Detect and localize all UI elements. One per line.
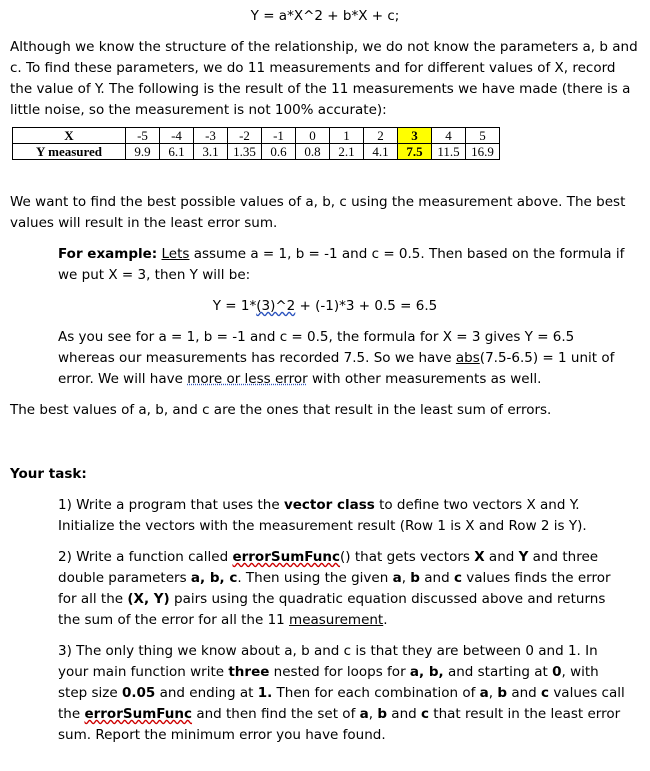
x-cell: -3 [194,128,228,144]
task-1 [58,495,626,537]
example-text: assume a = 1, b = -1 and c = 0.5. Then based on the formula if we put X = 3, then Y will be: [58,246,625,283]
more-or-less-phrase: more or less error [187,371,308,387]
task-bold: 0.05 [121,685,156,701]
intro-paragraph: Although we know the structure of the relationship, we do not know the parameters a, b and c. To find these parameters, we do 11 measurements and for different values of X, record the value of Y. The following is the result of the 11 measurements we have made (there is a little noise, so the measurement is not 100% accurate): [10,39,638,118]
task-bold: 0 [552,664,562,680]
task-bold: vector class [283,497,375,513]
best-values-paragraph: The best values of a, b, and c are the ones that result in the least sum of errors. [10,402,552,418]
x-row [13,128,500,144]
y-header: Y measured [13,144,126,160]
eq-part: Y = 1* [212,298,257,314]
y-cell: 0.8 [296,144,330,160]
y-cell: 16.9 [466,144,500,160]
task-text: nested for loops for [269,664,410,680]
goal-paragraph: We want to find the best possible values of a, b, c using the measurement above. The best values will result in the least error sum. [10,194,626,231]
task-text: values finds the error for all the [58,570,611,607]
task-bold: c [453,570,462,586]
task-bold: b [497,685,508,701]
task-bold: a [392,570,402,586]
task-bold: (X, Y) [127,591,170,607]
formula-line: Y = a*X^2 + b*X + c; [250,8,400,24]
task-text: () that gets vectors [340,549,475,565]
task-2 [58,547,626,631]
example-paragraph [58,244,626,286]
x-cell: -5 [126,128,160,144]
task-text: and then find the set of [192,706,360,722]
task-text: . Then using the given [237,570,393,586]
task-3 [58,641,626,746]
error-paragraph [58,327,626,390]
task-text: , [368,706,378,722]
x-cell: -4 [160,128,194,144]
task-text: to define two vectors X and Y. Initialize the vectors with the measurement result (Row 1 is X and Row 2 is Y). [58,497,587,534]
task-text: , [401,570,411,586]
task-bold: c [420,706,429,722]
x-cell: 1 [330,128,364,144]
x-cell: 0 [296,128,330,144]
task-bold: b [410,570,420,586]
example-lead: For example: [58,246,158,262]
y-cell: 1.35 [228,144,262,160]
task-bold: a, b, [409,664,444,680]
task-text: Then for each combination of [272,685,480,701]
y-cell: 6.1 [160,144,194,160]
x-cell: 2 [364,128,398,144]
eq-part: (3)^2 [256,298,296,314]
y-cell: 2.1 [330,144,364,160]
task-text: 3) The only thing we know about a, b and c is that they are between 0 and 1. In your main function write [58,643,598,680]
x-header: X [13,128,126,144]
function-name: errorSumFunc [232,549,341,565]
example-equation [10,296,640,317]
task-text: and starting at [443,664,553,680]
task-text: and [484,549,519,565]
error-text: As you see for a = 1, b = -1 and c = 0.5, the formula for X = 3 gives Y = 6.5 whereas our measurements has recorded 7.5. So we have [58,329,575,366]
task-text: and [507,685,542,701]
y-cell: 11.5 [432,144,466,160]
x-cell: -2 [228,128,262,144]
measurement-table [12,127,500,160]
task-text: values call the [58,685,625,722]
task-text: and [387,706,421,722]
task-bold: b [377,706,387,722]
task-bold: three [228,664,270,680]
task-bold: 1. [257,685,273,701]
measurement-word: measurement [289,612,384,628]
task-text: 1) Write a program that uses the [58,497,284,513]
y-cell: 0.6 [262,144,296,160]
task-text: and ending at [155,685,258,701]
error-text: with other measurements as well. [307,371,542,387]
task-text: and [419,570,454,586]
function-name: errorSumFunc [84,706,193,722]
x-cell-highlighted: 3 [398,128,432,144]
x-cell: 4 [432,128,466,144]
task-text: , [488,685,498,701]
abs-word: abs [455,350,480,366]
task-bold: Y [518,549,529,565]
x-cell: -1 [262,128,296,144]
task-bold: a, b, c [190,570,238,586]
task-text: . [383,612,388,628]
y-cell: 4.1 [364,144,398,160]
y-cell: 9.9 [126,144,160,160]
task-text: and three double parameters [58,549,599,586]
task-bold: X [474,549,485,565]
task-bold: a [359,706,369,722]
y-row [13,144,500,160]
task-bold: c [541,685,550,701]
error-text: (7.5-6.5) = 1 unit of error. We will have [58,350,615,387]
lets-word: Lets [161,246,190,262]
x-cell: 5 [466,128,500,144]
task-text: pairs using the quadratic equation discussed above and returns the sum of the error for all the 11 [58,591,606,628]
eq-part: + (-1)*3 + 0.5 = 6.5 [295,298,438,314]
y-cell-highlighted: 7.5 [398,144,432,160]
task-text: that result in the least error sum. Report the minimum error you have found. [58,706,621,743]
task-text: 2) Write a function called [58,549,233,565]
task-bold: a [479,685,489,701]
task-title: Your task: [10,466,87,482]
y-cell: 3.1 [194,144,228,160]
task-text: , with step size [58,664,599,701]
